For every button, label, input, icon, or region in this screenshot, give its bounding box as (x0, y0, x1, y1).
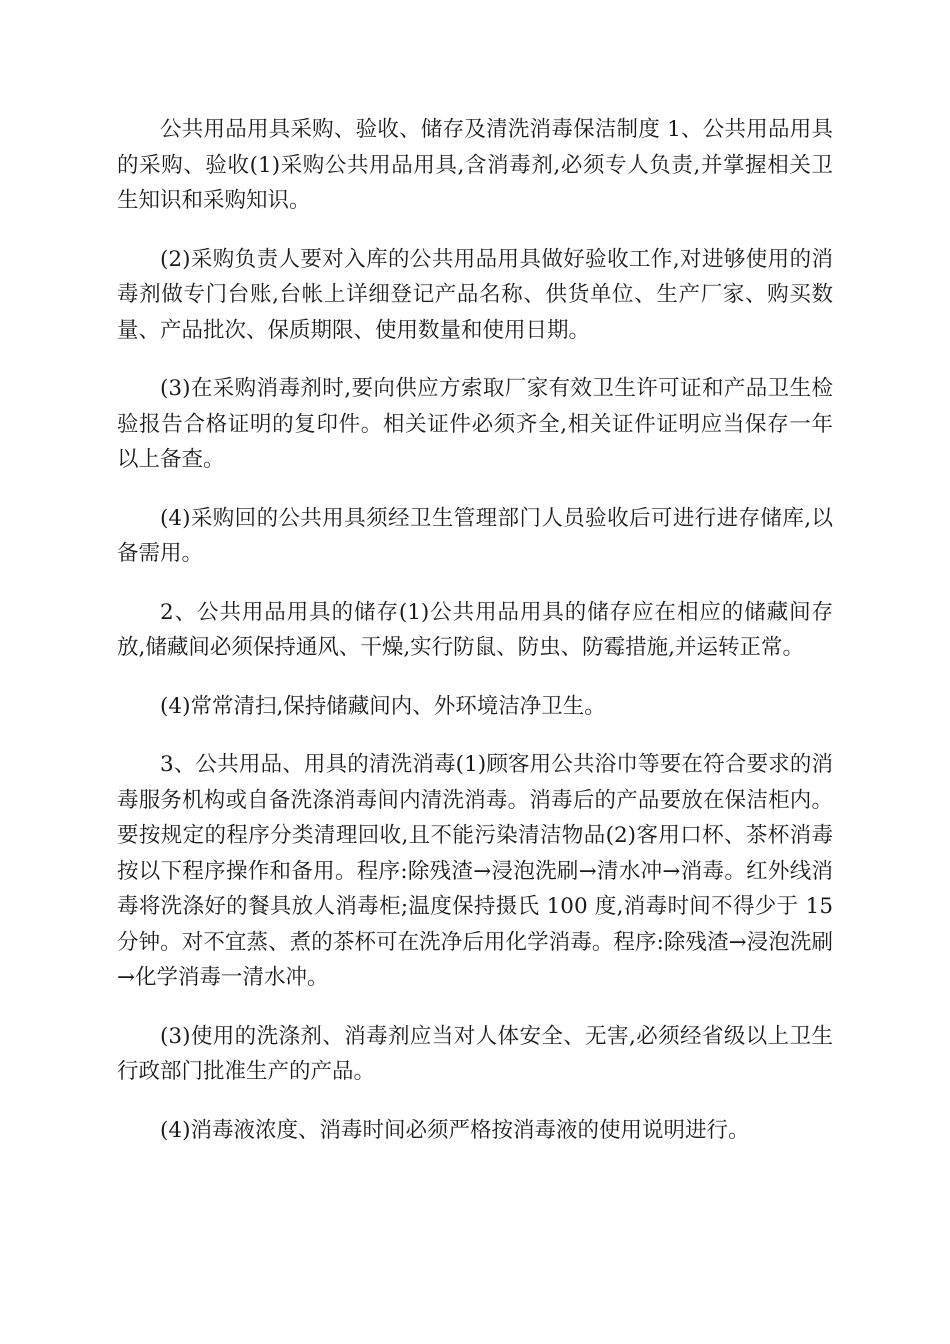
paragraph-title-procurement: 公共用品用具采购、验收、储存及清洗消毒保洁制度 1、公共用品用具的采购、验收(1)采购公共用品用具,含消毒剂,必须专人负责,并掌握相关卫生知识和采购知识。 (117, 117, 833, 213)
paragraph-acceptance: (2)采购负责人要对入库的公共用品用具做好验收工作,对进够使用的消毒剂做专门台账,台帐上详细登记产品名称、供货单位、生产厂家、购买数量、产品批次、保质期限、使用数量和使用日期。 (117, 246, 833, 343)
paragraph-storage-intake: (4)采购回的公共用具须经卫生管理部门人员验收后可进行进存储库,以备需用。 (117, 505, 833, 566)
paragraph-disinfectant-purchase: (3)在采购消毒剂时,要向供应方索取厂家有效卫生许可证和产品卫生检验报告合格证明的复印件。相关证件必须齐全,相关证件证明应当保存一年以上备查。 (117, 376, 833, 472)
paragraph-storage: 2、公共用品用具的储存(1)公共用品用具的储存应在相应的储藏间存放,储藏间必须保持通风、干燥,实行防鼠、防虫、防霉措施,并运转正常。 (117, 599, 833, 660)
paragraph-concentration: (4)消毒液浓度、消毒时间必须严格按消毒液的使用说明进行。 (160, 1117, 750, 1143)
paragraph-detergents: (3)使用的洗涤剂、消毒剂应当对人体安全、无害,必须经省级以上卫生行政部门批准生产的产品。 (117, 1023, 833, 1084)
paragraph-washing-disinfection: 3、公共用品、用具的清洗消毒(1)顾客用公共浴巾等要在符合要求的消毒服务机构或自备洗涤消毒间内清洗消毒。消毒后的产品要放在保洁柜内。要按规定的程序分类清理回收,且不能污染清洁物品(2)客用口杯、茶杯消毒按以下程序操作和备用。程序:除残渣→浸泡洗刷→清水冲→消毒。红外线消毒将洗涤好的餐具放人消毒柜;温度保持摄氏 100 度,消毒时间不得少于 15 分钟。对不宜蒸、煮的茶杯可在洗净后用化学消毒。程序:除残渣→浸泡洗刷→化学消毒一清水冲。 (117, 752, 833, 990)
paragraph-cleaning: (4)常常清扫,保持储藏间内、外环境洁净卫生。 (160, 693, 606, 719)
document-body (117, 112, 833, 1171)
